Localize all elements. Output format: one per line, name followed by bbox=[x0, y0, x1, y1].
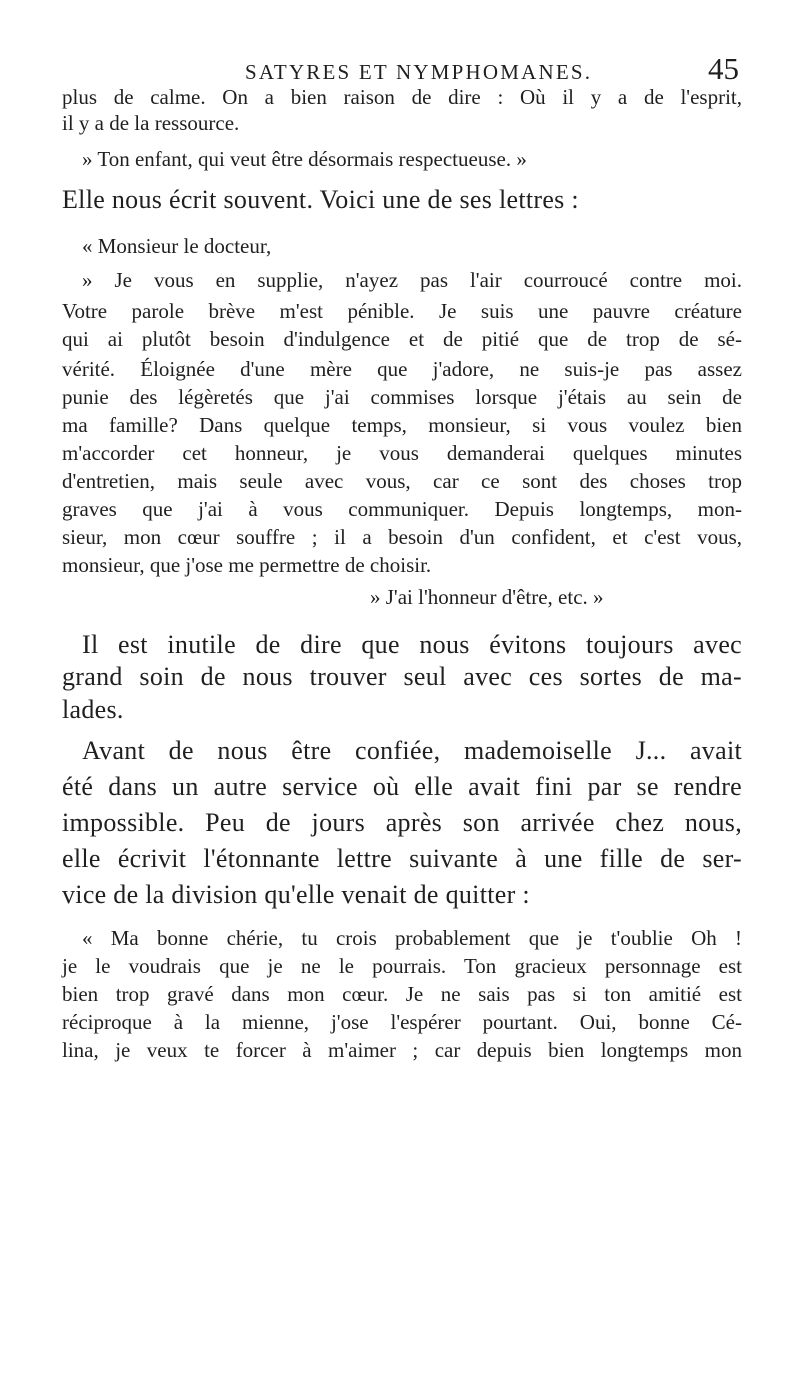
text-line: « Monsieur le docteur, bbox=[82, 234, 272, 258]
text-line: qui ai plutôt besoin d'indulgence et de pitié que de trop de sé- bbox=[62, 327, 742, 351]
page-number: 45 bbox=[708, 51, 739, 86]
text-line: Avant de nous être confiée, mademoiselle J... avait bbox=[82, 736, 742, 765]
text-line: été dans un autre service où elle avait fini par se rendre bbox=[62, 772, 742, 801]
text-line: je le voudrais que je ne le pourrais. Ton gracieux personnage est bbox=[62, 954, 742, 978]
text-line: il y a de la ressource. bbox=[62, 111, 240, 135]
text-line: » J'ai l'honneur d'être, etc. » bbox=[370, 585, 604, 609]
text-line: sieur, mon cœur souffre ; il a besoin d'un confident, et c'est vous, bbox=[62, 525, 742, 549]
text-line: elle écrivit l'étonnante lettre suivante à une fille de ser- bbox=[62, 844, 742, 873]
text-line: plus de calme. On a bien raison de dire : Où il y a de l'esprit, bbox=[62, 85, 742, 109]
text-line: réciproque à la mienne, j'ose l'espérer pourtant. Oui, bonne Cé- bbox=[62, 1010, 742, 1034]
text-line: Elle nous écrit souvent. Voici une de ses lettres : bbox=[62, 185, 579, 214]
text-line: bien trop gravé dans mon cœur. Je ne sais pas si ton amitié est bbox=[62, 982, 742, 1006]
text-line: impossible. Peu de jours après son arrivée chez nous, bbox=[62, 808, 742, 837]
text-line: lina, je veux te forcer à m'aimer ; car depuis bien longtemps mon bbox=[62, 1038, 742, 1062]
text-line: vérité. Éloignée d'une mère que j'adore, ne suis-je pas assez bbox=[62, 357, 742, 381]
text-line: Votre parole brève m'est pénible. Je suis une pauvre créature bbox=[62, 299, 742, 323]
text-line: vice de la division qu'elle venait de quitter : bbox=[62, 880, 530, 909]
text-line: d'entretien, mais seule avec vous, car ce sont des choses trop bbox=[62, 469, 742, 493]
text-line: lades. bbox=[62, 695, 124, 724]
text-line: monsieur, que j'ose me permettre de choisir. bbox=[62, 553, 432, 577]
text-line: punie des légèretés que j'ai commises lorsque j'étais au sein de bbox=[62, 385, 742, 409]
text-line: » Je vous en supplie, n'ayez pas l'air courroucé contre moi. bbox=[82, 268, 742, 292]
running-title: SATYRES ET NYMPHOMANES. bbox=[245, 60, 593, 84]
text-line: Il est inutile de dire que nous évitons toujours avec bbox=[82, 630, 742, 659]
page-header bbox=[245, 48, 739, 88]
text-line: grand soin de nous trouver seul avec ces sortes de ma- bbox=[62, 662, 742, 691]
text-line: « Ma bonne chérie, tu crois probablement que je t'oublie Oh ! bbox=[82, 926, 742, 950]
text-line: graves que j'ai à vous communiquer. Depuis longtemps, mon- bbox=[62, 497, 742, 521]
text-line: m'accorder cet honneur, je vous demanderai quelques minutes bbox=[62, 441, 742, 465]
text-line: » Ton enfant, qui veut être désormais respectueuse. » bbox=[82, 147, 527, 171]
text-line: ma famille? Dans quelque temps, monsieur, si vous voulez bien bbox=[62, 413, 742, 437]
